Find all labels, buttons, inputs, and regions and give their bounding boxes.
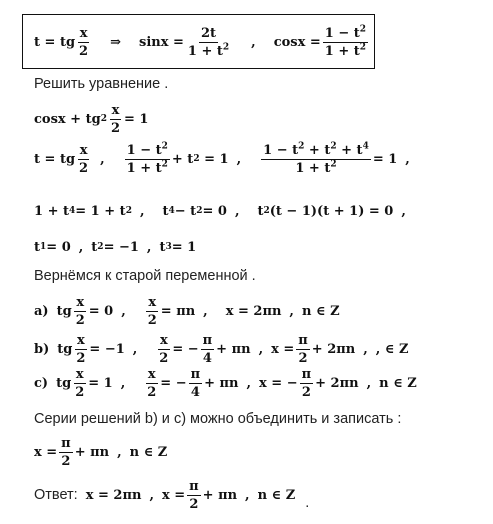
return-text: Вернёмся к старой переменной . bbox=[34, 268, 256, 284]
roots-line: t 1 = 0 , t 2 = −1 , t 3 = 1 bbox=[34, 239, 197, 255]
box-cos-fraction: $\frac{1 - t^2}{1 + t^2}$ bbox=[324, 24, 367, 59]
box-t-tg: t = tg bbox=[34, 34, 76, 50]
box-sin-fraction: $\frac{2t}{1 + t^2}$ bbox=[187, 25, 230, 59]
answer-label: Ответ: bbox=[34, 487, 78, 503]
step-one: t = tg $\frac{x}{2}$ , $\frac{1 - t^2}{1 + t^2}$ + t 2 = 1 , $\frac{1 - t^2 + t^2 + t^4}{1 + t^2}$ = 1 , bbox=[34, 141, 410, 176]
task-heading: Решить уравнение . bbox=[34, 76, 169, 92]
series-equation: x = $\frac{\pi}{2}$ + πn , n ∈ Z bbox=[34, 435, 168, 469]
series-text: Серии решений b) и с) можно объединить и записать : bbox=[34, 411, 402, 427]
box-half-x-fraction: $\frac{x}{2}$ bbox=[79, 25, 89, 59]
answer-end-dot: . bbox=[305, 495, 310, 511]
main-equation: cosx + tg 2 $\frac{x}{2}$ = 1 bbox=[34, 102, 149, 136]
answer-line: Ответ: x = 2πn , x = $\frac{\pi}{2}$ + πn , n ∈ Z . bbox=[34, 478, 310, 512]
case-b: b) tg $\frac{x}{2}$ = −1 , $\frac{x}{2}$ = − $\frac{\pi}{4}$ + πn , x = $\frac{\pi}{2}$ + 2πn , , ∈ Z bbox=[34, 332, 409, 366]
step-two: 1 + t 4 = 1 + t 2 , t 4 − t 2 = 0 , t 2 (t − 1)(t + 1) = 0 , bbox=[34, 203, 406, 219]
box-sin-lhs: sinx = bbox=[139, 34, 184, 50]
box-cos-lhs: cosx = bbox=[273, 34, 321, 50]
case-a: a) tg $\frac{x}{2}$ = 0 , $\frac{x}{2}$ = πn , x = 2πn , n ∈ Z bbox=[34, 294, 340, 328]
implies-arrow: ⇒ bbox=[110, 34, 121, 50]
substitution-formulas: t = tg $\frac{x}{2}$ ⇒ sinx = $\frac{2t}{1 + t^2}$ , cosx = $\frac{1 - t^2}{1 + t^2}$ bbox=[34, 24, 367, 59]
case-c: c) tg $\frac{x}{2}$ = 1 , $\frac{x}{2}$ = − $\frac{\pi}{4}$ + πn , x = − $\frac{\pi}{2}$ + 2πn , n ∈ Z bbox=[34, 366, 417, 400]
